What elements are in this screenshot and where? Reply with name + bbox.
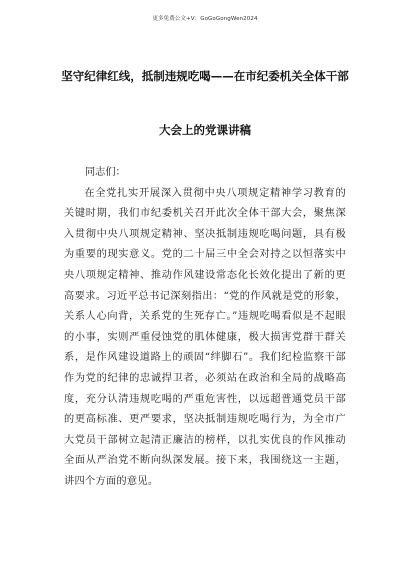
body-paragraph: 在全党扎实开展深入贯彻中央八项规定精神学习教育的关键时期，我们市纪委机关召开此次全体干部大会，聚焦深入贯彻中央八项规定精神、坚决抵制违规吃喝问题，具有极为重要的现实意义。党的二十届三中全会对持之以恒落实中央八项规定精神、推动作风建设常态化长效化提出了新的更高要求。习近平总书记深刻指出：“党的作风就是党的形象，关系人心向背，关系党的生死存亡。”违规吃喝看似是不起眼的小事，实则严重侵蚀党的肌体健康，极大损害党群干群关系，是作风建设道路上的顽固“绊脚石”。我们纪检监察干部作为党的纪律的忠诚捍卫者，必须站在政治和全局的战略高度，充分认清违规吃喝的严重危害性，以远超普通党员干部的更高标准、更严要求，坚决抵制违规吃喝行为，为全市广大党员干部树立起清正廉洁的榜样，以扎实优良的作风推动全面从严治党不断向纵深发展。接下来，我围绕这一主题，讲四个方面的意见。 [64, 187, 346, 487]
document-title-line-1: 坚守纪律红线，抵制违规吃喝——在市纪委机关全体干部 [61, 69, 349, 83]
header-note: 更多免费公文+V：GoGoGongWen2024 [152, 16, 258, 22]
document-body [64, 163, 346, 493]
greeting: 同志们： [85, 167, 126, 178]
document-title-line-2: 大会上的党课讲稿 [159, 123, 251, 137]
